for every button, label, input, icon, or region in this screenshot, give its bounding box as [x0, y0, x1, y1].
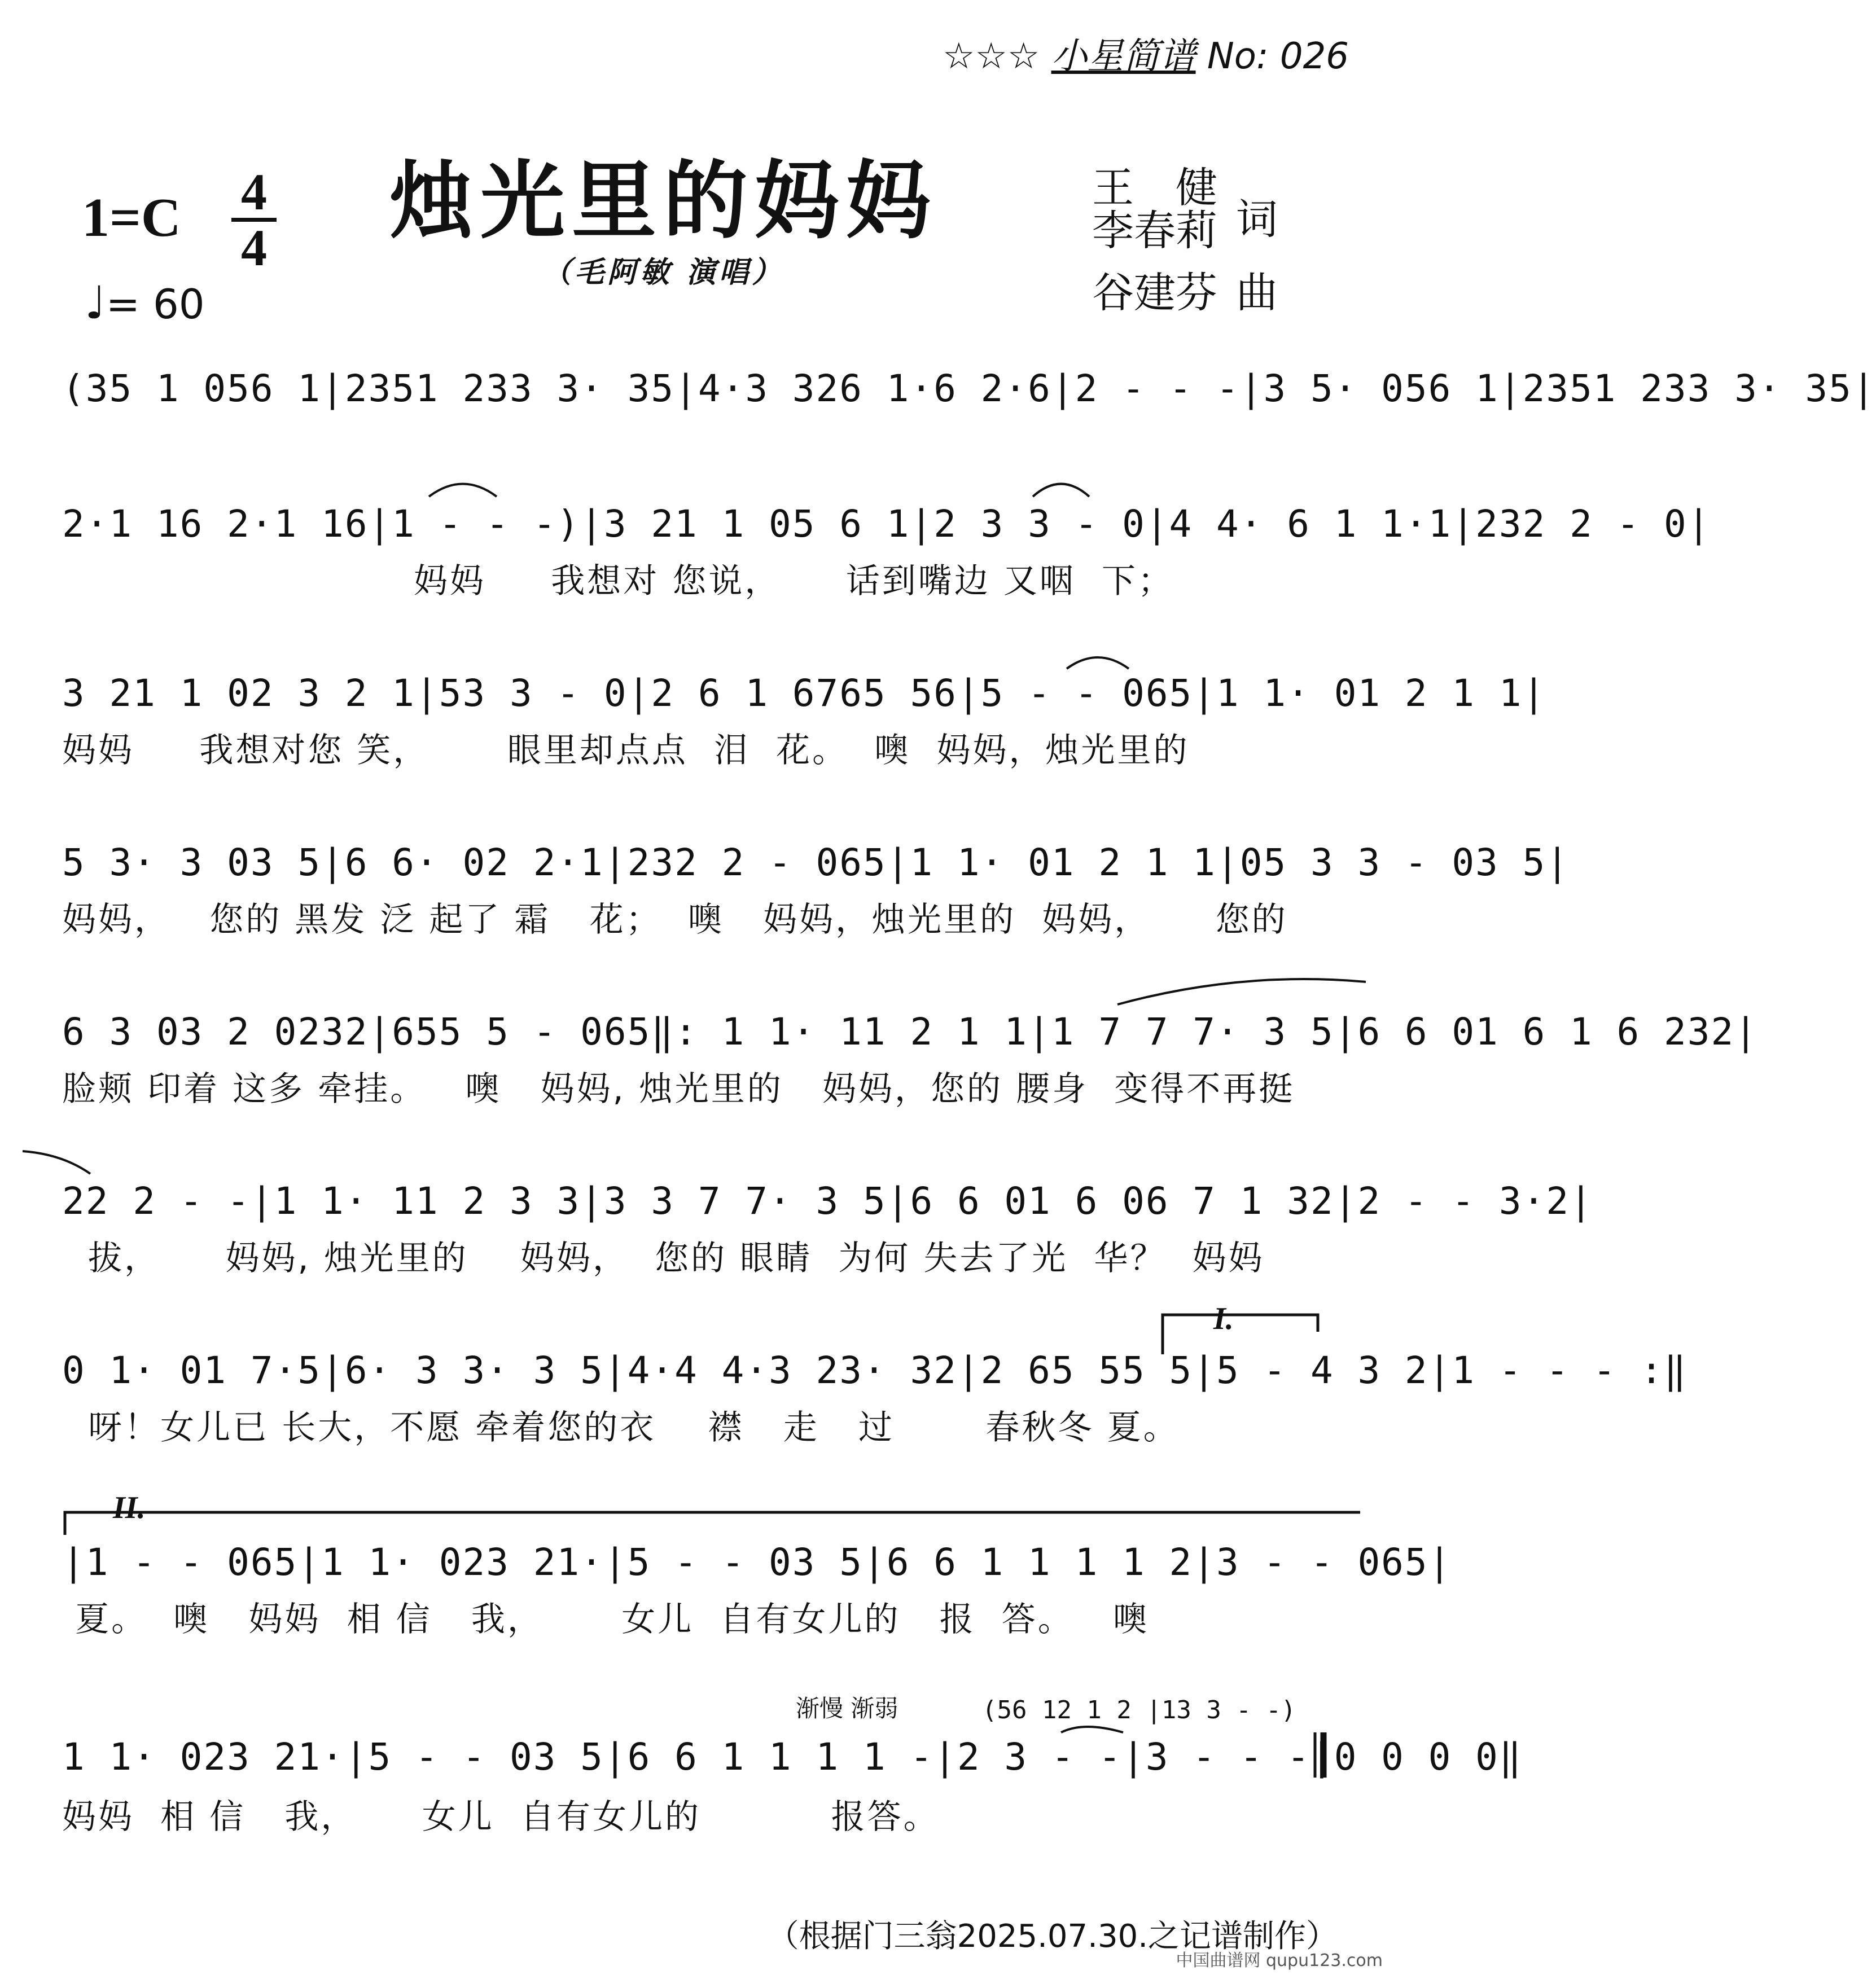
song-title: 烛光里的妈妈	[388, 151, 937, 251]
lyricist-1: 王 健	[1092, 164, 1217, 212]
system-1	[62, 356, 1876, 468]
music-role: 曲	[1236, 269, 1278, 317]
system-5	[62, 993, 1758, 1109]
system-lyrics: 妈妈 我想对您 笑， 眼里却点点 泪 花。 噢 妈妈，烛光里的	[62, 731, 1190, 770]
system-notes: (35 1 056 1|2351 233 3· 35|4·3 326 1·6 2·6|2 - - -|3 5· 056 1|2351 233 3· 35|	[62, 367, 1876, 410]
system-lyrics: 拔， 妈妈, 烛光里的 妈妈， 您的 眼睛 为何 失去了光 华？ 妈妈	[62, 1239, 1265, 1278]
lyricist-block	[1092, 164, 1217, 255]
quarter-note-icon: ♩	[85, 277, 106, 329]
system-notes: 3 21 1 02 3 2 1|53 3 - 0|2 6 1 6765 56|5 - - 065|1 1· 01 2 1 1|	[62, 672, 1546, 715]
system-notes: |1 - - 065|1 1· 023 21·|5 - - 03 5|6 6 1 1 1 1 2|3 - - 065|	[62, 1541, 1452, 1584]
system-4	[62, 824, 1570, 940]
singer-credit: （毛阿敏 演唱）	[541, 256, 785, 289]
key-signature: 1=C	[82, 187, 181, 248]
system-8	[62, 1524, 1452, 1639]
system-lyrics: 脸颊 印着 这多 牵挂。 噢 妈妈, 烛光里的 妈妈，您的 腰身 变得不再挺	[62, 1069, 1295, 1109]
system-6	[62, 1162, 1593, 1278]
system-7	[62, 1332, 1687, 1447]
meter-bottom: 4	[241, 219, 267, 277]
system-lyrics: 夏。 噢 妈妈 相 信 我， 女儿 自有女儿的 报 答。 噢	[62, 1600, 1150, 1639]
system-lyrics: 妈妈， 您的 黑发 泛 起了 霜 花； 噢 妈妈，烛光里的 妈妈， 您的	[62, 900, 1288, 940]
system-lyrics: 妈妈 相 信 我， 女儿 自有女儿的 报答。	[62, 1797, 940, 1837]
second-ending-label: II.	[113, 1490, 146, 1525]
star-rating: ☆☆☆	[943, 36, 1040, 77]
lyric-role: 词	[1236, 195, 1278, 244]
system-notes: 2·1 16 2·1 16|1 - - -)|3 21 1 05 6 1|2 3 3 - 0|4 4· 6 1 1·1|232 2 - 0|	[62, 502, 1711, 546]
system-notes: 0 1· 01 7·5|6· 3 3· 3 5|4·4 4·3 23· 32|2 65 55 5|5 - 4 3 2|1 - - - :‖	[62, 1349, 1687, 1392]
score-header	[943, 27, 1349, 79]
brand-name[interactable]: 小星简谱	[1051, 36, 1196, 77]
ending-phrase: (56 12 1 2 |13 3 - -)	[982, 1696, 1296, 1725]
system-lyrics: 呀！女儿已 长大，不愿 牵着您的衣 襟 走 过 春秋冬 夏。	[62, 1408, 1180, 1447]
meter-top: 4	[241, 163, 267, 221]
system-notes: 5 3· 3 03 5|6 6· 02 2·1|232 2 - 065|1 1· 01 2 1 1|05 3 3 - 03 5|	[62, 841, 1570, 884]
composer-name: 谷建芬	[1092, 269, 1217, 317]
system-lyrics: 妈妈 我想对 您说， 话到嘴边 又咽 下；	[62, 561, 1174, 601]
dynamics-marking: 渐慢 渐弱	[796, 1695, 898, 1722]
transcription-note: （根据门三翁2025.07.30.之记谱制作）	[767, 1918, 1338, 1955]
system-notes: 6 3 03 2 0232|655 5 - 065‖: 1 1· 11 2 1 1|1 7 7 7· 3 5|6 6 01 6 1 6 232|	[62, 1010, 1758, 1054]
system-notes: 22 2 - -|1 1· 11 2 3 3|3 3 7 7· 3 5|6 6 01 6 06 7 1 32|2 - - 3·2|	[62, 1179, 1593, 1223]
first-ending-label: I.	[1213, 1301, 1234, 1336]
system-notes: 1 1· 023 21·|5 - - 03 5|6 6 1 1 1 1 -|2 3 - -|3 - - -|0 0 0 0‖	[62, 1735, 1523, 1779]
system-2	[62, 485, 1711, 601]
lyricist-2: 李春莉	[1092, 207, 1217, 255]
site-logo[interactable]: 中国曲谱网 qupu123.com	[1176, 1951, 1383, 1971]
tempo-value: = 60	[106, 280, 205, 328]
system-3	[62, 655, 1546, 770]
score-number: No: 026	[1207, 36, 1349, 77]
